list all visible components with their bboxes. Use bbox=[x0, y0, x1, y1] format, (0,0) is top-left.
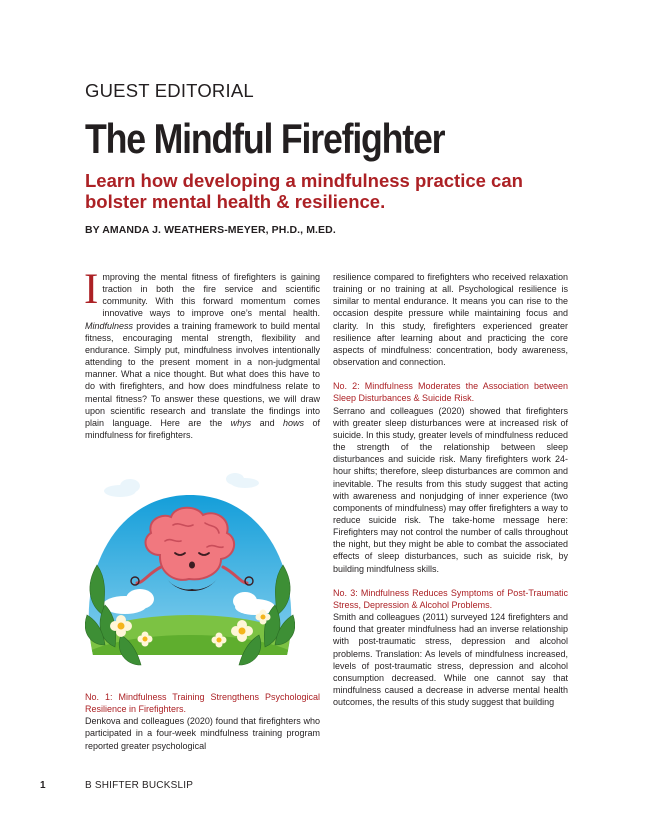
article-title: The Mindful Firefighter bbox=[85, 115, 445, 162]
section-1-body-continued: resilience compared to firefighters who received relaxation training or no training at all. Psychological resilience is similar to mental endurance. It means you can rise to the occasion despite pressure while maintaining focus and clarity. In this study, firefighters experienced greater resilience after learning about and practicing the core aspects of mindfulness: concentration, body awareness, observation and connection. bbox=[333, 272, 568, 368]
column-left-lower bbox=[85, 691, 320, 752]
drop-cap: I bbox=[84, 266, 99, 313]
section-2-heading: No. 2: Mindfulness Moderates the Association between Sleep Disturbances & Suicide Risk. bbox=[333, 381, 568, 404]
intro-paragraph: Improving the mental fitness of firefighters is gaining traction in both the fire service and scientific community. With this forward momentum comes innovative ways to improve one’s mental health. Mindfulness provides a training framework to build mental fitness, encouraging mental strength, flexibility and endurance. Simply put, mindfulness involves intentionally attending to the present moment in a non-judgmental manner. What a nice thought. But what does this have to do with firefighters, and how does mindfulness relate to mental fitness? To answer these questions, we will draw upon scientific research and translate the findings into plain language. Here are the whys and hows of mindfulness for firefighters. bbox=[84, 266, 320, 441]
section-1-body-start: Denkova and colleagues (2020) found that firefighters who participated in a four-week mindfulness training program reported greater psychological bbox=[85, 716, 320, 751]
article-dek: Learn how developing a mindfulness practice can bolster mental health & resilience. bbox=[85, 170, 523, 212]
kicker: GUEST EDITORIAL bbox=[85, 80, 254, 101]
section-3-heading: No. 3: Mindfulness Reduces Symptoms of Post-Traumatic Stress, Depression & Alcohol Problems. bbox=[333, 587, 568, 610]
section-1-heading: No. 1: Mindfulness Training Strengthens Psychological Resilience in Firefighters. bbox=[85, 692, 320, 715]
section-3-body: Smith and colleagues (2011) surveyed 124 firefighters and found that greater mindfulness had an inverse relationship with post-traumatic stress, depression and alcohol problems. Translation: As levels of mindfulness increased, levels of post-traumatic stress, depression and alcohol consumption decreased. While one cannot say that mindfulness caused a decrease in adverse mental health outcomes, the results of this study suggest that building bbox=[333, 612, 568, 708]
byline: BY AMANDA J. WEATHERS-MEYER, PH.D., M.ED. bbox=[85, 224, 336, 236]
column-right bbox=[333, 271, 568, 708]
meditating-brain-illustration bbox=[85, 455, 295, 680]
publication-name: B SHIFTER BUCKSLIP bbox=[85, 780, 194, 791]
column-left bbox=[84, 266, 320, 441]
page-number: 1 bbox=[40, 780, 46, 791]
section-2-body: Serrano and colleagues (2020) showed that firefighters with greater sleep disturbances were at increased risk of suicide. In this study, greater levels of mindfulness reduced the strength of the relationship between sleep disturbances and suicide risk. Many firefighters work 24-hour shifts; therefore, sleep disturbances are common and inevitable. The results from this study suggest that acting with awareness and nonjudging of inner experience (two components of mindfulness) may offer firefighters a way to reduce suicide risk. The take-home message here: Firefighters may not control the number of calls throughout the night, but they might be able to combat the associated effects of sleep disturbances, such as suicide risk, by building mindfulness skills. bbox=[333, 405, 568, 574]
